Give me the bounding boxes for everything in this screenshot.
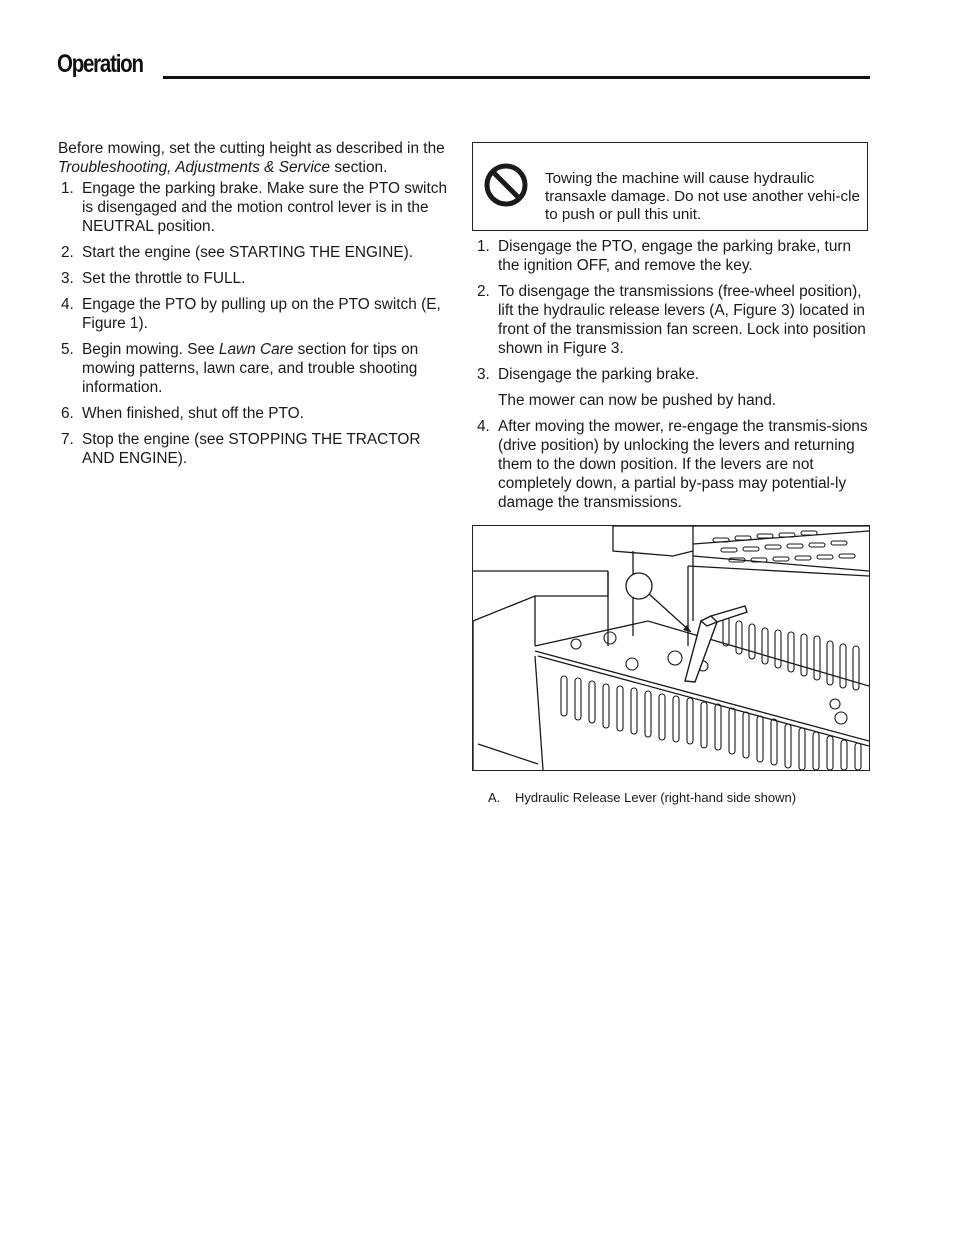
- step-item: [474, 237, 872, 275]
- figure-caption: [488, 790, 796, 806]
- right-column: [474, 237, 872, 519]
- step-item: [58, 179, 450, 236]
- step-text: After moving the mower, re-engage the transmis-sions (drive position) by unlocking the levers and returning them to the down position. If the levers are not completely down, a partial by-pass may potential-ly damage the transmissions.: [498, 418, 868, 511]
- towing-steps: [474, 237, 872, 384]
- caption-letter: A.: [488, 790, 501, 805]
- step-text: Disengage the PTO, engage the parking brake, turn the ignition OFF, and remove the key.: [498, 238, 852, 274]
- page-title: Operation: [57, 50, 143, 78]
- step-number: 4.: [477, 418, 490, 435]
- step-text: Engage the parking brake. Make sure the PTO switch is disengaged and the motion control lever is in the NEUTRAL position.: [82, 180, 448, 235]
- intro-text-end: section.: [330, 159, 388, 176]
- step-item: [58, 269, 450, 288]
- figure-hydraulic-release-lever: [472, 525, 870, 771]
- step-number: 2.: [477, 283, 490, 300]
- caption-text: Hydraulic Release Lever (right-hand side shown): [515, 790, 797, 805]
- step-item: [474, 365, 872, 384]
- step-text: Stop the engine (see STOPPING THE TRACTOR AND ENGINE).: [82, 431, 421, 467]
- step-note: The mower can now be pushed by hand.: [498, 392, 777, 409]
- step-number: 7.: [61, 431, 74, 448]
- step-text: Disengage the parking brake.: [498, 366, 700, 383]
- step-section-ref: Lawn Care: [218, 341, 294, 358]
- step-text: Start the engine (see STARTING THE ENGINE).: [82, 244, 414, 261]
- step-text: Set the throttle to FULL.: [82, 270, 246, 287]
- step-item: [58, 404, 450, 423]
- step-number: 3.: [61, 270, 74, 287]
- step-text: Engage the PTO by pulling up on the PTO switch (E, Figure 1).: [82, 296, 441, 332]
- step-item: [58, 340, 450, 397]
- intro-section-ref: Troubleshooting, Adjustments & Service: [58, 159, 331, 176]
- step-number: 1.: [61, 180, 74, 197]
- figure-illustration: [473, 526, 869, 770]
- step-item: [58, 243, 450, 262]
- mowing-steps: [58, 179, 450, 468]
- step-text: Begin mowing. See: [82, 341, 219, 358]
- step-number: 4.: [61, 296, 74, 313]
- callout-circle-a: [626, 573, 652, 599]
- step-text: To disengage the transmissions (free-wheel position), lift the hydraulic release levers (A, Figure 3) located in front of the transmission fan screen. Lock into position shown in Figure 3.: [498, 283, 866, 357]
- step-text: When finished, shut off the PTO.: [82, 405, 304, 422]
- intro-paragraph: [58, 139, 450, 177]
- step-number: 1.: [477, 238, 490, 255]
- step-item: [474, 282, 872, 358]
- towing-steps-continued: [474, 417, 872, 512]
- warning-text: Towing the machine will cause hydraulic transaxle damage. Do not use another vehi-cle to push or pull this unit.: [545, 170, 860, 223]
- step-number: 6.: [61, 405, 74, 422]
- left-column: [58, 139, 450, 475]
- step-item: [58, 295, 450, 333]
- step-item: [58, 430, 450, 468]
- step-number: 3.: [477, 366, 490, 383]
- warning-box: [472, 142, 868, 231]
- prohibition-icon: [483, 162, 529, 208]
- step-number: 2.: [61, 244, 74, 261]
- header-rule: [163, 76, 870, 79]
- step-text-end: section for tips on mowing patterns, lawn care, and trouble shooting information.: [82, 341, 419, 396]
- step-item: [474, 417, 872, 512]
- step-number: 5.: [61, 341, 74, 358]
- intro-text: Before mowing, set the cutting height as described in the: [58, 140, 445, 157]
